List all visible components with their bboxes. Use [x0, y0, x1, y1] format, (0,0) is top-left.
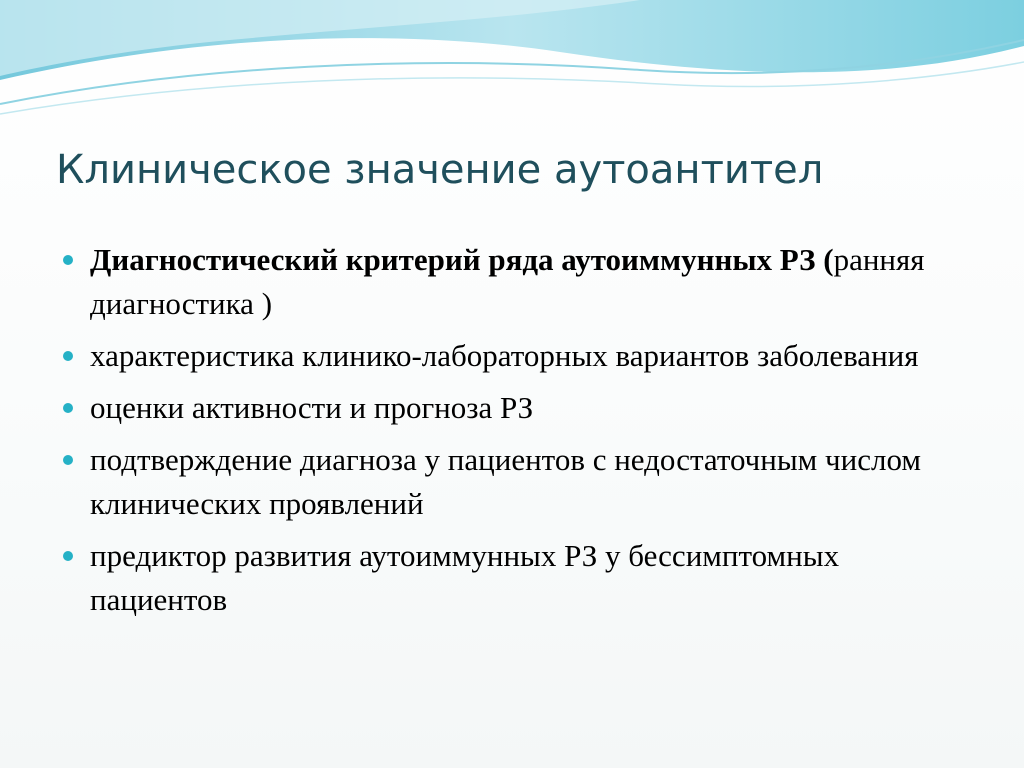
bullet-icon — [63, 351, 73, 361]
bullet-text: характеристика клинико-лабораторных вариантов заболевания — [90, 338, 919, 373]
decorative-wave — [0, 0, 1024, 130]
bullet-text-bold: Диагностический критерий ряда аутоиммунных РЗ ( — [90, 242, 834, 277]
bullet-icon — [63, 551, 73, 561]
bullet-text: предиктор развития аутоиммунных РЗ у бессимптомных пациентов — [90, 538, 840, 617]
bullet-icon — [63, 255, 73, 265]
bullet-item-5 — [60, 534, 980, 622]
bullet-item-3 — [60, 386, 980, 430]
bullet-item-4 — [60, 438, 980, 526]
bullet-text: оценки активности и прогноза РЗ — [90, 390, 534, 425]
bullet-item-2 — [60, 334, 980, 378]
bullet-text: ранняя диагностика ) — [90, 242, 925, 321]
slide-title: Клиническое значение аутоантител — [56, 147, 824, 193]
bullet-list — [60, 238, 980, 630]
bullet-icon — [63, 455, 73, 465]
bullet-icon — [63, 403, 73, 413]
bullet-item-1 — [60, 238, 980, 326]
bullet-text: подтверждение диагноза у пациентов с недостаточным числом клинических проявлений — [90, 442, 921, 521]
